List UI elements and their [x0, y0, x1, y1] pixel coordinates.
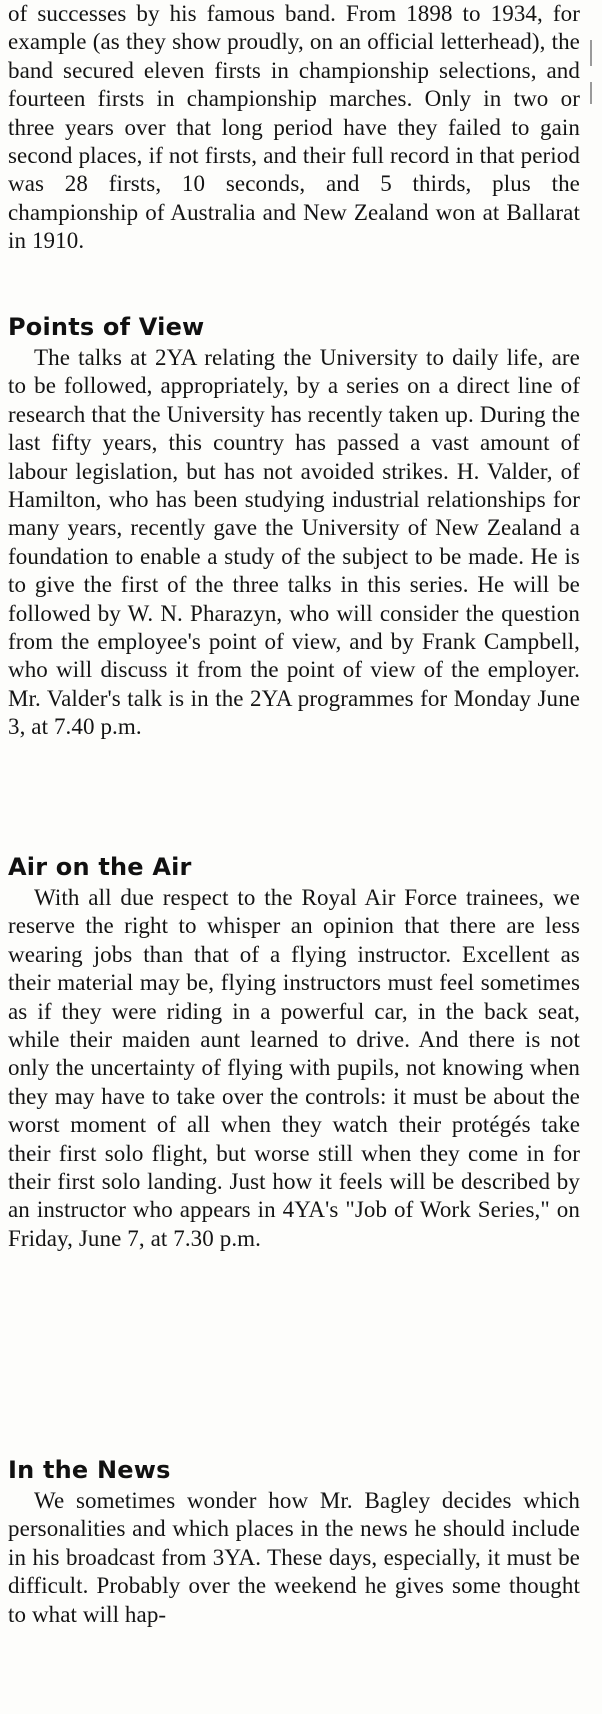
section-heading: In the News	[8, 1456, 171, 1484]
section-in-the-news	[8, 1453, 580, 1629]
section-air-on-the-air	[8, 850, 580, 1253]
intro-section	[8, 0, 580, 256]
column-edge-mark	[590, 82, 592, 104]
section-points-of-view	[8, 310, 580, 742]
intro-paragraph: of successes by his famous band. From 1898 to 1934, for example (as they show proudly, on an official letterhead), the band secured eleven firsts in championship selections, and fourteen firsts in championship marches. Only in two or three years over that long period have they failed to gain second places, if not firsts, and their full record in that period was 28 firsts, 10 seconds, and 5 thirds, plus the championship of Australia and New Zealand won at Ballarat in 1910.	[8, 1, 580, 254]
section-heading: Points of View	[8, 313, 205, 341]
column-edge-mark	[590, 40, 592, 66]
section-heading: Air on the Air	[8, 853, 192, 881]
section-body: With all due respect to the Royal Air Force trainees, we reserve the right to whisper an opinion that there are less wearing jobs than that of a flying instructor. Excellent as their material may be, flying instructors must feel sometimes as if they were riding in a powerful car, in the back seat, while their maiden aunt learned to drive. And there is not only the uncertainty of flying with pupils, not knowing when they may have to take over the controls: it must be about the worst moment of all when they watch their protégés take their first solo flight, but worse still when they come in for their first solo landing. Just how it feels will be described by an instructor who appears in 4YA's "Job of Work Series," on Friday, June 7, at 7.30 p.m.	[8, 885, 580, 1251]
section-body: We sometimes wonder how Mr. Bagley decides which personalities and which places in the news he should include in his broadcast from 3YA. These days, especially, it must be difficult. Probably over the weekend he gives some thought to what will hap-	[8, 1488, 580, 1627]
section-body: The talks at 2YA relating the University to daily life, are to be followed, appropriately, by a series on a direct line of research that the University has recently taken up. During the last fifty years, this country has passed a vast amount of labour legislation, but has not avoided strikes. H. Valder, of Hamilton, who has been studying industrial relationships for many years, recently gave the University of New Zealand a foundation to enable a study of the subject to be made. He is to give the first of the three talks in this series. He will be followed by W. N. Pharazyn, who will consider the question from the employee's point of view, and by Frank Campbell, who will discuss it from the point of view of the employer. Mr. Valder's talk is in the 2YA programmes for Monday June 3, at 7.40 p.m.	[8, 345, 580, 740]
